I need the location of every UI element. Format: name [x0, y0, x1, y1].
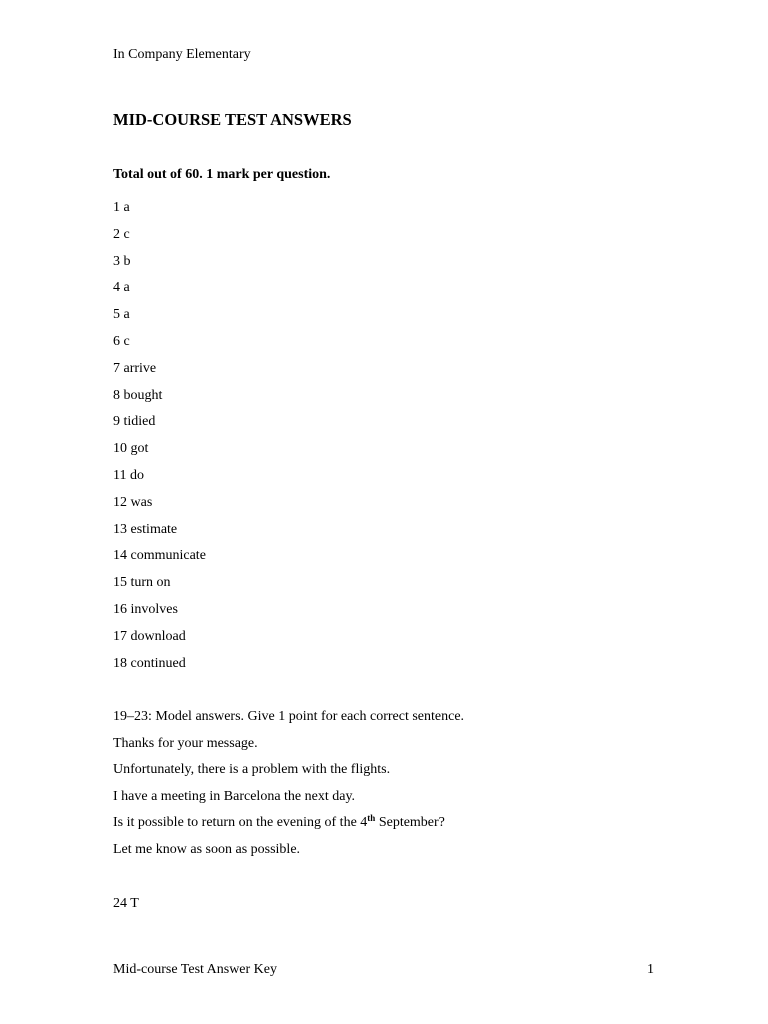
model-answer-text: Is it possible to return on the evening of the 4 [113, 815, 368, 831]
answer-item: 12 was [113, 494, 153, 510]
answer-list [113, 199, 206, 681]
answer-item: 24 T [113, 896, 139, 911]
model-answer-line: Let me know as soon as possible. [113, 841, 301, 857]
answer-item: 10 got [113, 441, 149, 457]
model-answers-section [113, 708, 464, 868]
model-answer-line [113, 814, 464, 841]
ordinal-suffix: th [367, 813, 376, 824]
answer-item: 6 c [113, 333, 130, 349]
answer-item: 5 a [113, 307, 130, 323]
answer-item: 2 c [113, 226, 130, 242]
model-answer-line: Thanks for your message. [113, 735, 258, 751]
answer-item: 7 arrive [113, 360, 157, 376]
answer-item: 1 a [113, 200, 130, 215]
model-answer-line: Unfortunately, there is a problem with the flights. [113, 762, 391, 778]
model-answer-line: I have a meeting in Barcelona the next day. [113, 788, 356, 804]
page-title: MID-COURSE TEST ANSWERS [113, 110, 352, 129]
answer-item: 9 tidied [113, 414, 156, 430]
model-answers-intro: 19–23: Model answers. Give 1 point for each correct sentence. [113, 709, 465, 724]
answer-item: 11 do [113, 467, 144, 483]
answer-item: 17 download [113, 628, 186, 644]
page-number: 1 [647, 962, 654, 977]
answer-item: 15 turn on [113, 575, 171, 591]
footer-label: Mid-course Test Answer Key [113, 962, 278, 977]
answer-item: 13 estimate [113, 521, 178, 537]
marking-instructions: Total out of 60. 1 mark per question. [113, 167, 331, 182]
answer-item: 8 bought [113, 387, 163, 403]
answer-item: 16 involves [113, 601, 178, 617]
answer-item: 4 a [113, 280, 130, 296]
answer-item: 14 communicate [113, 548, 206, 564]
answer-item: 18 continued [113, 655, 186, 671]
model-answer-text: September? [375, 815, 445, 831]
answer-item: 3 b [113, 253, 131, 269]
course-header: In Company Elementary [113, 47, 251, 62]
